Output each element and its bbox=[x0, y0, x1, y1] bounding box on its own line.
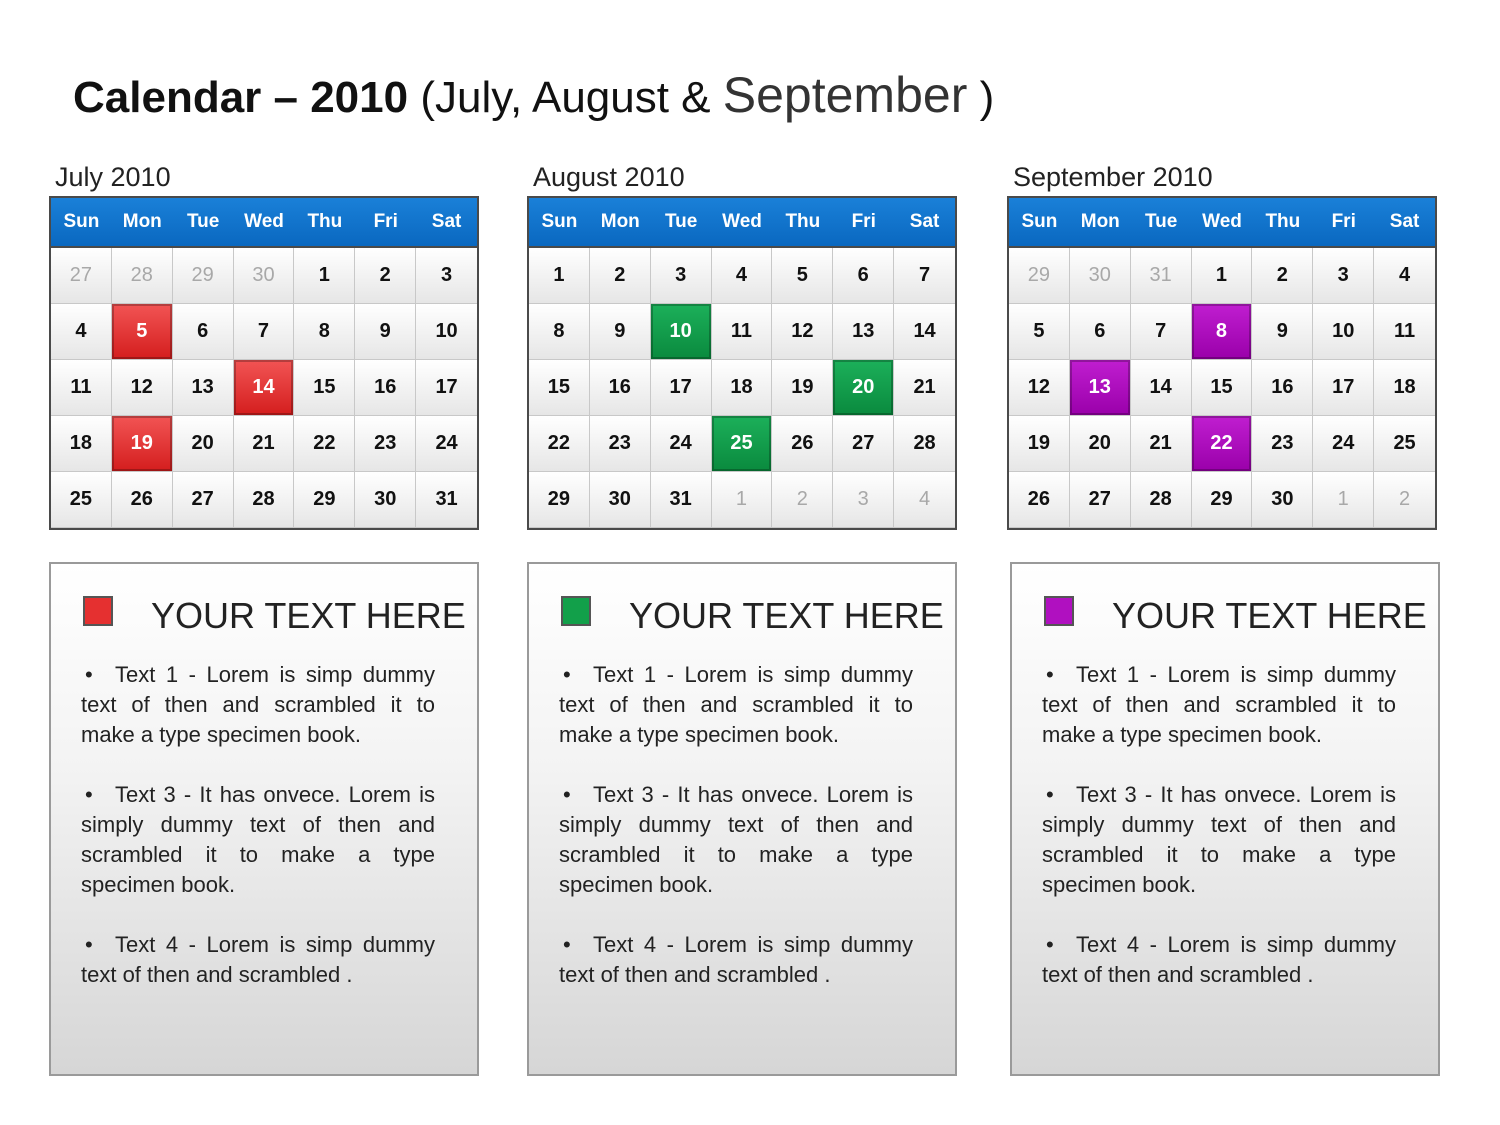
weekday-label: Thu bbox=[1265, 211, 1301, 232]
text-box-header bbox=[1044, 594, 1427, 638]
day-cell: 4 bbox=[712, 248, 773, 304]
day-cell: 18 bbox=[1374, 360, 1435, 416]
day-cell: 27 bbox=[51, 248, 112, 304]
weekday-label: Fri bbox=[373, 211, 398, 232]
bullet-text: Text 1 - Lorem is simp dummy text of then and scrambled it to make a type specimen book. bbox=[559, 662, 913, 747]
highlighted-day-cell: 25 bbox=[712, 416, 773, 472]
bullet-icon: • bbox=[1046, 782, 1054, 807]
day-cell: 27 bbox=[173, 472, 234, 528]
day-cell: 7 bbox=[1131, 304, 1192, 360]
bullet-icon: • bbox=[85, 662, 93, 687]
day-cell: 28 bbox=[1131, 472, 1192, 528]
day-cell: 17 bbox=[651, 360, 712, 416]
day-cell: 17 bbox=[416, 360, 477, 416]
text-box-heading: YOUR TEXT HERE bbox=[629, 595, 944, 636]
day-cell: 23 bbox=[590, 416, 651, 472]
text-box-heading: YOUR TEXT HERE bbox=[1112, 595, 1427, 636]
day-cell: 4 bbox=[1374, 248, 1435, 304]
day-cell: 7 bbox=[894, 248, 955, 304]
day-cell: 2 bbox=[1252, 248, 1313, 304]
day-cell: 24 bbox=[416, 416, 477, 472]
weekday-label: Tue bbox=[664, 211, 698, 232]
day-cell: 28 bbox=[112, 248, 173, 304]
weekday-label: Tue bbox=[186, 211, 220, 232]
text-box-1 bbox=[527, 562, 957, 1076]
weekday-label: Sun bbox=[541, 211, 578, 232]
color-swatch-icon bbox=[561, 596, 591, 626]
page-title bbox=[73, 66, 994, 124]
day-cell: 1 bbox=[1313, 472, 1374, 528]
color-swatch-icon bbox=[83, 596, 113, 626]
day-cell: 12 bbox=[1009, 360, 1070, 416]
bullet-item bbox=[559, 780, 913, 900]
day-cell: 20 bbox=[173, 416, 234, 472]
day-cell: 16 bbox=[1252, 360, 1313, 416]
highlighted-day-cell: 8 bbox=[1192, 304, 1253, 360]
title-normal: (July, August & bbox=[408, 73, 723, 122]
weekday-label: Sun bbox=[1021, 211, 1058, 232]
weekday-label: Wed bbox=[244, 211, 284, 232]
bullet-item bbox=[81, 930, 435, 990]
day-cell: 15 bbox=[529, 360, 590, 416]
highlighted-day-cell: 14 bbox=[234, 360, 295, 416]
day-cell: 2 bbox=[772, 472, 833, 528]
day-cell: 13 bbox=[833, 304, 894, 360]
day-cell: 30 bbox=[1252, 472, 1313, 528]
day-cell: 17 bbox=[1313, 360, 1374, 416]
bullet-icon: • bbox=[563, 782, 571, 807]
bullet-item bbox=[559, 930, 913, 990]
bullet-icon: • bbox=[85, 932, 93, 957]
day-cell: 27 bbox=[833, 416, 894, 472]
day-cell: 9 bbox=[355, 304, 416, 360]
bullet-item bbox=[81, 780, 435, 900]
day-cell: 12 bbox=[772, 304, 833, 360]
bullet-icon: • bbox=[1046, 662, 1054, 687]
day-cell: 21 bbox=[894, 360, 955, 416]
day-cell: 11 bbox=[712, 304, 773, 360]
bullet-text: Text 3 - It has onvece. Lorem is simply dummy text of then and scrambled it to make a type specimen book. bbox=[81, 782, 435, 897]
day-cell: 5 bbox=[772, 248, 833, 304]
day-cell: 26 bbox=[112, 472, 173, 528]
day-cell: 22 bbox=[294, 416, 355, 472]
bullet-icon: • bbox=[1046, 932, 1054, 957]
calendar-0 bbox=[49, 158, 479, 530]
bullet-list bbox=[81, 660, 435, 1020]
weekday-label: Thu bbox=[307, 211, 343, 232]
text-box-0 bbox=[49, 562, 479, 1076]
day-cell: 3 bbox=[416, 248, 477, 304]
bullet-list bbox=[1042, 660, 1396, 1020]
day-cell: 6 bbox=[173, 304, 234, 360]
bullet-text: Text 1 - Lorem is simp dummy text of then and scrambled it to make a type specimen book. bbox=[1042, 662, 1396, 747]
day-cell: 14 bbox=[894, 304, 955, 360]
day-cell: 30 bbox=[1070, 248, 1131, 304]
day-cell: 14 bbox=[1131, 360, 1192, 416]
day-cell: 24 bbox=[651, 416, 712, 472]
day-cell: 2 bbox=[355, 248, 416, 304]
calendar-grid bbox=[527, 196, 957, 530]
bullet-list bbox=[559, 660, 913, 1020]
highlighted-day-cell: 13 bbox=[1070, 360, 1131, 416]
day-cell: 1 bbox=[529, 248, 590, 304]
day-cell: 21 bbox=[234, 416, 295, 472]
weekday-label: Tue bbox=[1144, 211, 1178, 232]
day-cell: 30 bbox=[234, 248, 295, 304]
day-cell: 29 bbox=[173, 248, 234, 304]
text-box-header bbox=[83, 594, 466, 638]
day-cell: 29 bbox=[1192, 472, 1253, 528]
day-cell: 23 bbox=[1252, 416, 1313, 472]
day-cell: 13 bbox=[173, 360, 234, 416]
weekday-label: Mon bbox=[600, 211, 640, 232]
day-cell: 19 bbox=[772, 360, 833, 416]
day-cell: 10 bbox=[1313, 304, 1374, 360]
weekday-label: Wed bbox=[1202, 211, 1242, 232]
day-cell: 26 bbox=[1009, 472, 1070, 528]
day-cell: 25 bbox=[51, 472, 112, 528]
day-cell: 4 bbox=[51, 304, 112, 360]
day-cell: 1 bbox=[1192, 248, 1253, 304]
day-cell: 30 bbox=[590, 472, 651, 528]
day-cell: 29 bbox=[529, 472, 590, 528]
day-cell: 18 bbox=[51, 416, 112, 472]
weekday-header bbox=[51, 198, 477, 248]
day-cell: 11 bbox=[51, 360, 112, 416]
day-cell: 16 bbox=[355, 360, 416, 416]
bullet-item bbox=[1042, 780, 1396, 900]
day-cell: 15 bbox=[1192, 360, 1253, 416]
day-cell: 29 bbox=[1009, 248, 1070, 304]
day-cell: 2 bbox=[590, 248, 651, 304]
day-cell: 23 bbox=[355, 416, 416, 472]
day-cell: 6 bbox=[1070, 304, 1131, 360]
day-cell: 26 bbox=[772, 416, 833, 472]
weekday-label: Mon bbox=[1080, 211, 1120, 232]
day-cell: 20 bbox=[1070, 416, 1131, 472]
day-cell: 3 bbox=[651, 248, 712, 304]
bullet-text: Text 4 - Lorem is simp dummy text of then and scrambled . bbox=[81, 932, 435, 987]
bullet-text: Text 4 - Lorem is simp dummy text of then and scrambled . bbox=[559, 932, 913, 987]
calendar-grid bbox=[49, 196, 479, 530]
title-bold: Calendar – 2010 bbox=[73, 73, 409, 122]
bullet-item bbox=[1042, 930, 1396, 990]
bullet-item bbox=[1042, 660, 1396, 750]
month-label: August 2010 bbox=[533, 162, 685, 192]
bullet-icon: • bbox=[563, 662, 571, 687]
weekday-label: Fri bbox=[851, 211, 876, 232]
day-cell: 29 bbox=[294, 472, 355, 528]
highlighted-day-cell: 20 bbox=[833, 360, 894, 416]
day-cell: 31 bbox=[416, 472, 477, 528]
weekday-label: Sat bbox=[909, 211, 940, 232]
bullet-text: Text 3 - It has onvece. Lorem is simply dummy text of then and scrambled it to make a type specimen book. bbox=[1042, 782, 1396, 897]
highlighted-day-cell: 10 bbox=[651, 304, 712, 360]
day-cell: 18 bbox=[712, 360, 773, 416]
day-cell: 8 bbox=[294, 304, 355, 360]
weekday-header bbox=[529, 198, 955, 248]
day-cell: 9 bbox=[590, 304, 651, 360]
calendar-grid bbox=[1007, 196, 1437, 530]
calendar-1 bbox=[527, 158, 957, 530]
calendar-2 bbox=[1007, 158, 1437, 530]
highlighted-day-cell: 19 bbox=[112, 416, 173, 472]
day-cell: 19 bbox=[1009, 416, 1070, 472]
day-cell: 31 bbox=[651, 472, 712, 528]
title-end: ) bbox=[967, 73, 995, 122]
day-cell: 30 bbox=[355, 472, 416, 528]
month-label: July 2010 bbox=[55, 162, 171, 192]
day-cell: 21 bbox=[1131, 416, 1192, 472]
day-cell: 3 bbox=[833, 472, 894, 528]
bullet-item bbox=[81, 660, 435, 750]
weekday-label: Sun bbox=[63, 211, 100, 232]
day-cell: 15 bbox=[294, 360, 355, 416]
bullet-text: Text 3 - It has onvece. Lorem is simply dummy text of then and scrambled it to make a type specimen book. bbox=[559, 782, 913, 897]
day-cell: 25 bbox=[1374, 416, 1435, 472]
day-cell: 6 bbox=[833, 248, 894, 304]
text-box-header bbox=[561, 594, 944, 638]
day-cell: 7 bbox=[234, 304, 295, 360]
day-cell: 31 bbox=[1131, 248, 1192, 304]
day-cell: 5 bbox=[1009, 304, 1070, 360]
highlighted-day-cell: 22 bbox=[1192, 416, 1253, 472]
day-cell: 4 bbox=[894, 472, 955, 528]
day-cell: 3 bbox=[1313, 248, 1374, 304]
weekday-label: Wed bbox=[722, 211, 762, 232]
day-cell: 28 bbox=[894, 416, 955, 472]
day-cell: 27 bbox=[1070, 472, 1131, 528]
title-big: September bbox=[722, 67, 968, 123]
day-cell: 10 bbox=[416, 304, 477, 360]
bullet-text: Text 1 - Lorem is simp dummy text of then and scrambled it to make a type specimen book. bbox=[81, 662, 435, 747]
day-cell: 11 bbox=[1374, 304, 1435, 360]
bullet-icon: • bbox=[85, 782, 93, 807]
day-cell: 22 bbox=[529, 416, 590, 472]
bullet-text: Text 4 - Lorem is simp dummy text of then and scrambled . bbox=[1042, 932, 1396, 987]
bullet-icon: • bbox=[563, 932, 571, 957]
weekday-label: Fri bbox=[1331, 211, 1356, 232]
day-cell: 12 bbox=[112, 360, 173, 416]
day-cell: 16 bbox=[590, 360, 651, 416]
weekday-header bbox=[1009, 198, 1435, 248]
weekday-label: Thu bbox=[785, 211, 821, 232]
text-box-2 bbox=[1010, 562, 1440, 1076]
weekday-label: Sat bbox=[431, 211, 462, 232]
day-cell: 1 bbox=[712, 472, 773, 528]
bullet-item bbox=[559, 660, 913, 750]
weekday-label: Mon bbox=[122, 211, 162, 232]
day-cell: 28 bbox=[234, 472, 295, 528]
day-cell: 8 bbox=[529, 304, 590, 360]
day-cell: 2 bbox=[1374, 472, 1435, 528]
day-cell: 24 bbox=[1313, 416, 1374, 472]
month-label: September 2010 bbox=[1013, 162, 1213, 192]
day-cell: 9 bbox=[1252, 304, 1313, 360]
highlighted-day-cell: 5 bbox=[112, 304, 173, 360]
weekday-label: Sat bbox=[1389, 211, 1420, 232]
color-swatch-icon bbox=[1044, 596, 1074, 626]
day-cell: 1 bbox=[294, 248, 355, 304]
text-box-heading: YOUR TEXT HERE bbox=[151, 595, 466, 636]
